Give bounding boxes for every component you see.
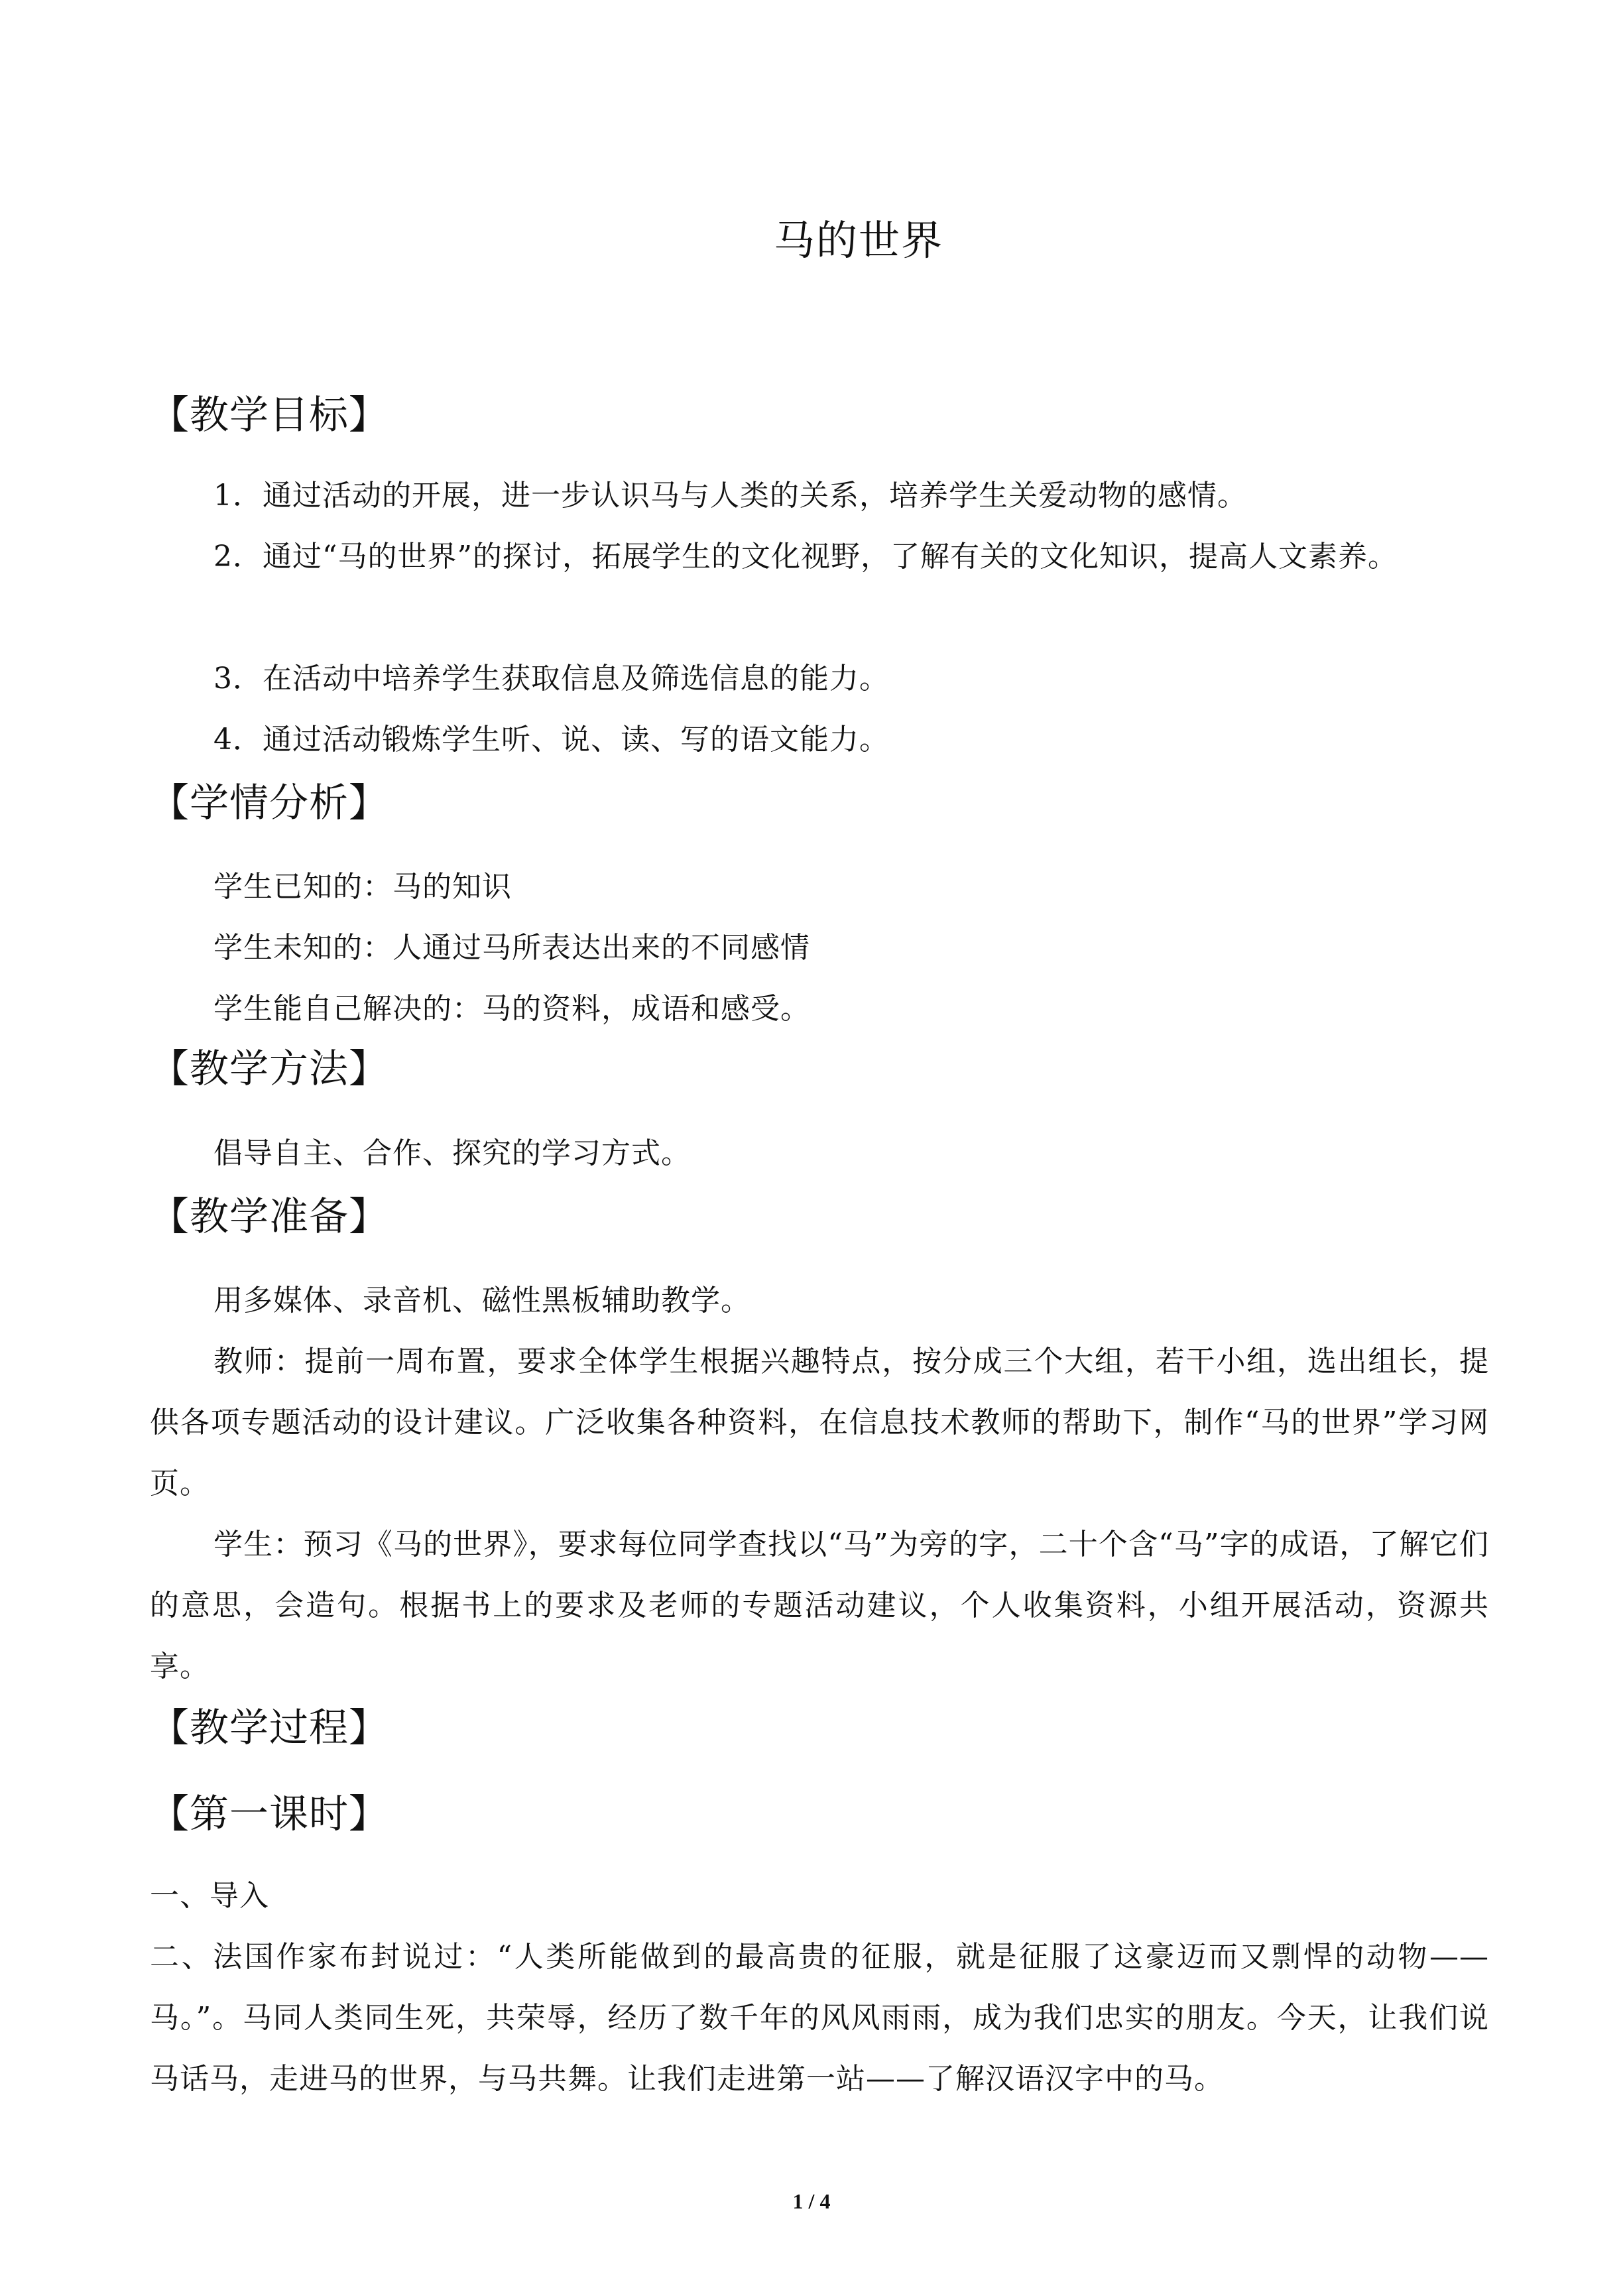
preparation-tools: 用多媒体、录音机、磁性黑板辅助教学。 (213, 1284, 751, 1317)
analysis-unknown: 学生未知的：人通过马所表达出来的不同感情 (213, 931, 810, 965)
page-indicator: 1 / 4 (792, 2189, 831, 2213)
methods-text: 倡导自主、合作、探究的学习方式。 (213, 1136, 691, 1170)
document-title: 马的世界 (773, 216, 943, 265)
preparation-teacher: 教师：提前一周布置，要求全体学生根据兴趣特点，按分成三个大组，若干小组，选出组长，提供各项专题活动的设计建议。广泛收集各种资料，在信息技术教师的帮助下，制作“马的世界”学习网页。 (150, 1345, 1489, 1500)
section-heading-preparation: 【教学准备】 (150, 1193, 389, 1239)
section-heading-methods: 【教学方法】 (150, 1046, 389, 1091)
analysis-known: 学生已知的：马的知识 (213, 870, 512, 904)
process-step-intro: 一、导入 (150, 1879, 269, 1913)
preparation-student: 学生：预习《马的世界》，要求每位同学查找以“马”为旁的字，二十个含“马”字的成语，了解它们的意思，会造句。根据书上的要求及老师的专题活动建议，个人收集资料，小组开展活动，资源共享。 (150, 1528, 1489, 1683)
section-heading-objectives: 【教学目标】 (150, 392, 389, 438)
section-heading-analysis: 【学情分析】 (150, 780, 389, 825)
section-heading-process: 【教学过程】 (150, 1705, 389, 1750)
lesson-heading-first: 【第一课时】 (150, 1791, 389, 1837)
analysis-solvable: 学生能自己解决的：马的资料，成语和感受。 (213, 992, 810, 1026)
process-step-quote: 二、法国作家布封说过：“人类所能做到的最高贵的征服，就是征服了这豪迈而又剽悍的动物——马。”。马同人类同生死，共荣辱，经历了数千年的风风雨雨，成为我们忠实的朋友。今天，让我们说马话马，走进马的世界，与马共舞。让我们走进第一站——了解汉语汉字中的马。 (150, 1940, 1489, 2096)
objective-item-4: 4．通过活动锻炼学生听、说、读、写的语文能力。 (213, 723, 889, 756)
objective-item-1: 1．通过活动的开展，进一步认识马与人类的关系，培养学生关爱动物的感情。 (213, 479, 1247, 513)
objective-item-3: 3．在活动中培养学生获取信息及筛选信息的能力。 (213, 662, 889, 695)
objective-item-2: 2．通过“马的世界”的探讨，拓展学生的文化视野，了解有关的文化知识，提高人文素养。 (213, 540, 1398, 574)
